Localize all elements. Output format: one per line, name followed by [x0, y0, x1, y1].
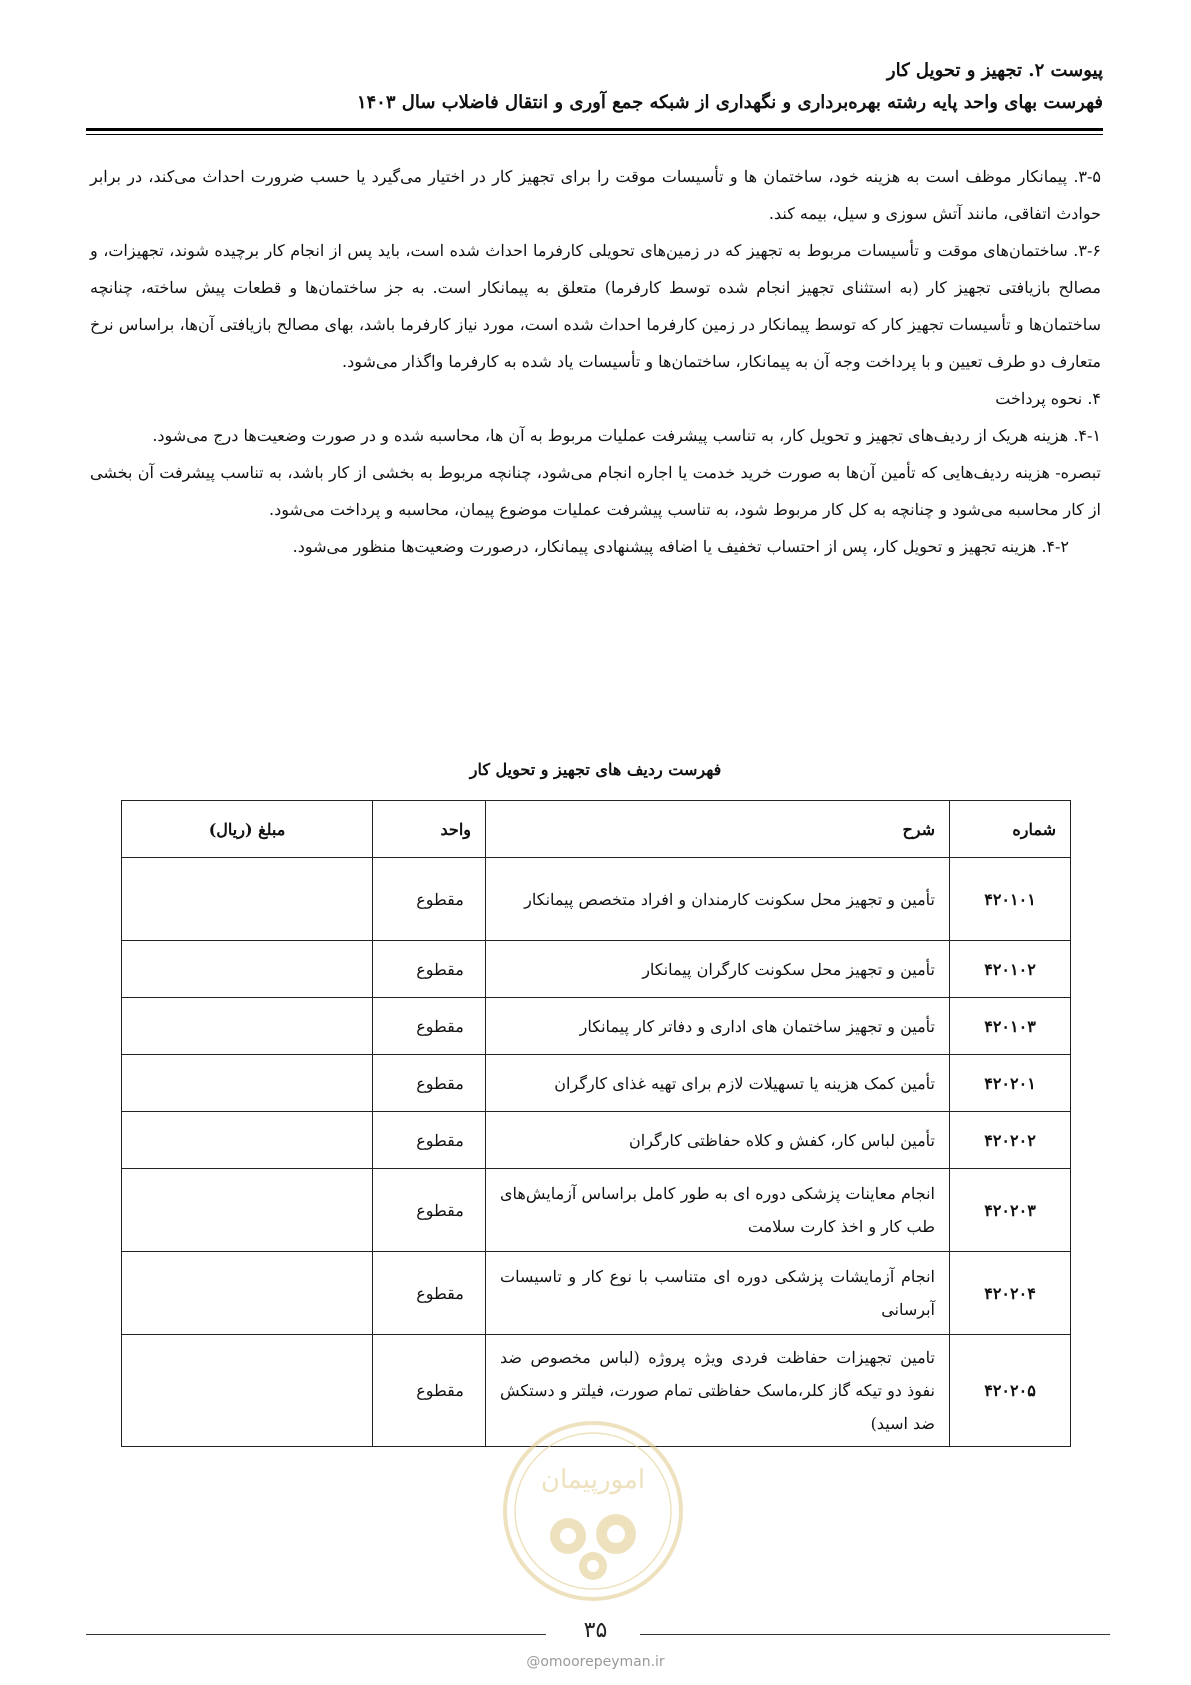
items-table	[121, 800, 1071, 1447]
row-amount	[122, 1112, 373, 1169]
header-unit: واحد	[373, 801, 486, 858]
row-unit: مقطوع	[373, 1169, 486, 1252]
gear-seal-logo-icon	[498, 1416, 688, 1606]
row-description: تأمین و تجهیز محل سکونت کارگران پیمانکار	[486, 941, 950, 998]
row-number: ۴۲۰۲۰۴	[950, 1252, 1071, 1335]
paragraph-3-5: ۳-۵. پیمانکار موظف است به هزینه خود، ساختمان ها و تأسیسات موقت را برای تجهیز کار در اختیار می‌گیرد یا حسب ضرورت احداث می‌کند، در برابر حوادث اتفاقی، مانند آتش سوزی و سیل، بیمه کند.	[90, 167, 1101, 223]
row-description: تامین تجهیزات حفاظت فردی ویژه پروژه (لباس مخصوص ضد نفوذ دو تیکه گاز کلر،ماسک حفاظتی تمام صورت، فیلتر و دستکش ضد اسید)	[486, 1335, 950, 1447]
row-unit: مقطوع	[373, 1252, 486, 1335]
row-description: انجام آزمایشات پزشکی دوره ای متناسب با نوع کار و تاسیسات آبرسانی	[486, 1252, 950, 1335]
row-amount	[122, 1335, 373, 1447]
row-description: انجام معاینات پزشکی دوره ای به طور کامل براساس آزمایش‌های طب کار و اخذ کارت سلامت	[486, 1169, 950, 1252]
row-unit: مقطوع	[373, 1335, 486, 1447]
row-amount	[122, 1169, 373, 1252]
appendix-title: پیوست ۲. تجهیز و تحویل کار	[886, 60, 1103, 81]
row-number: ۴۲۰۲۰۱	[950, 1055, 1071, 1112]
row-number: ۴۲۰۲۰۲	[950, 1112, 1071, 1169]
website-link[interactable]: @omoorepeyman.ir	[526, 1654, 665, 1670]
footer-divider-right	[640, 1634, 1110, 1635]
header-divider-thin	[86, 134, 1103, 135]
table-title: فهرست ردیف های تجهیز و تحویل کار	[469, 760, 722, 779]
row-unit: مقطوع	[373, 858, 486, 941]
row-description: تأمین لباس کار، کفش و کلاه حفاظتی کارگران	[486, 1112, 950, 1169]
paragraph-note: تبصره- هزینه ردیف‌هایی که تأمین آن‌ها به صورت خرید خدمت یا اجاره انجام می‌شود، چنانچه مربوط به بخشی از کار باشد، به تناسب پیشرفت آن بخشی از کار محاسبه می‌شود و چنانچه به کل کار مربوط شود، به تناسب پیشرفت عملیات موضوع پیمان، محاسبه و پرداخت می‌شود.	[90, 463, 1101, 519]
table-row	[122, 1169, 1071, 1252]
row-number: ۴۲۰۱۰۱	[950, 858, 1071, 941]
table-row	[122, 1252, 1071, 1335]
table-row	[122, 1112, 1071, 1169]
page-header	[90, 56, 1103, 120]
row-description: تأمین کمک هزینه یا تسهیلات لازم برای تهیه غذای کارگران	[486, 1055, 950, 1112]
row-unit: مقطوع	[373, 1055, 486, 1112]
header-divider-thick	[86, 128, 1103, 131]
table-row	[122, 858, 1071, 941]
row-unit: مقطوع	[373, 941, 486, 998]
row-number: ۴۲۰۱۰۲	[950, 941, 1071, 998]
row-unit: مقطوع	[373, 1112, 486, 1169]
paragraph-4-2: ۴-۲. هزینه تجهیز و تحویل کار، پس از احتساب تخفیف یا اضافه پیشنهادی پیمانکار، درصورت وضعیت‌ها منظور می‌شود.	[292, 537, 1069, 556]
page-number: ۳۵	[583, 1618, 608, 1643]
row-amount	[122, 858, 373, 941]
row-description: تأمین و تجهیز محل سکونت کارمندان و افراد متخصص پیمانکار	[486, 858, 950, 941]
row-number: ۴۲۰۲۰۵	[950, 1335, 1071, 1447]
table-header-row	[122, 801, 1071, 858]
row-amount	[122, 1055, 373, 1112]
footer-divider-left	[86, 1634, 546, 1635]
header-number: شماره	[950, 801, 1071, 858]
row-description: تأمین و تجهیز ساختمان های اداری و دفاتر کار پیمانکار	[486, 998, 950, 1055]
header-description: شرح	[486, 801, 950, 858]
watermark-text: امورپیمان	[540, 1465, 646, 1495]
section-heading-payment: ۴. نحوه پرداخت	[995, 389, 1101, 408]
row-unit: مقطوع	[373, 998, 486, 1055]
row-amount	[122, 998, 373, 1055]
row-amount	[122, 1252, 373, 1335]
table-row	[122, 941, 1071, 998]
paragraph-3-6: ۳-۶. ساختمان‌های موقت و تأسیسات مربوط به تجهیز که در زمین‌های تحویلی کارفرما احداث شده است، باید پس از انجام کار برچیده شوند، تجهیزات، و مصالح بازیافتی تجهیز کار (به استثنای تجهیز انجام شده توسط کارفرما) متعلق به پیمانکار است. به جز ساختمان‌ها و قطعات پیش ساخته، چنانچه ساختمان‌ها و تأسیسات تجهیز کار که توسط پیمانکار در زمین کارفرما احداث شده است، مورد نیاز کارفرما باشد، بهای مصالح بازیافتی آن‌ها، براساس نرخ متعارف دو طرف تعیین و با پرداخت وجه آن به پیمانکار، ساختمان‌ها و تأسیسات یاد شده به کارفرما واگذار می‌شود.	[90, 241, 1101, 371]
row-number: ۴۲۰۱۰۳	[950, 998, 1071, 1055]
table-row	[122, 1055, 1071, 1112]
row-number: ۴۲۰۲۰۳	[950, 1169, 1071, 1252]
row-amount	[122, 941, 373, 998]
header-amount: مبلغ (ریال)	[122, 801, 373, 858]
document-title: فهرست بهای واحد پایه رشته بهره‌برداری و نگهداری از شبکه جمع آوری و انتقال فاضلاب سال ۱۴۰۳	[356, 92, 1103, 113]
body-text	[90, 158, 1101, 565]
table-row	[122, 998, 1071, 1055]
paragraph-4-1: ۴-۱. هزینه هریک از ردیف‌های تجهیز و تحویل کار، به تناسب پیشرفت عملیات مربوط به آن ها، محاسبه شده و در صورت وضعیت‌ها درج می‌شود.	[152, 426, 1101, 445]
